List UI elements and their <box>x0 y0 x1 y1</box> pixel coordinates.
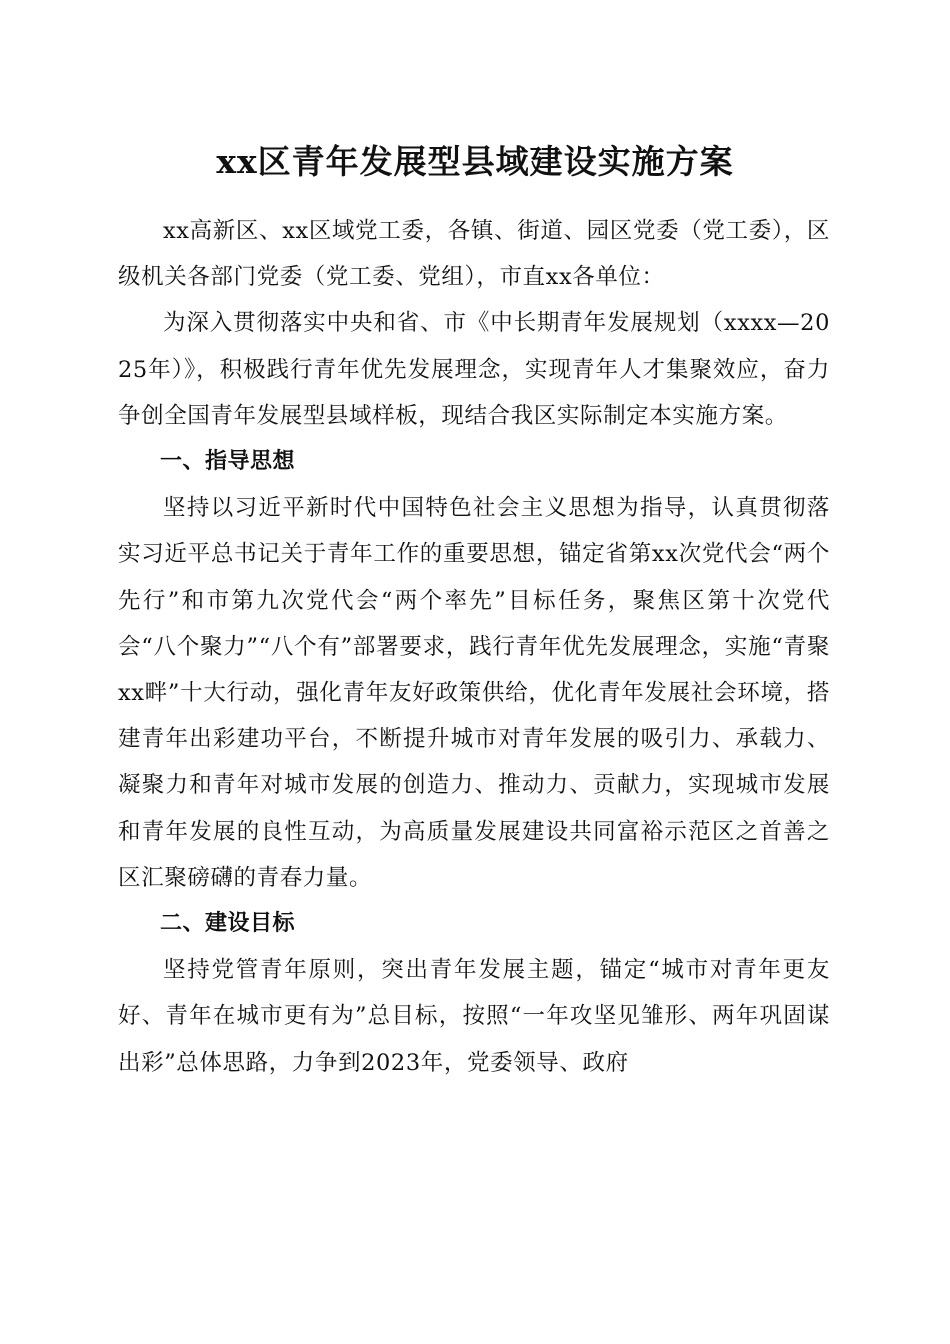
section-body-guiding-ideology: 坚持以习近平新时代中国特色社会主义思想为指导，认真贯彻落实习近平总书记关于青年工作的重要思想，锚定省第xx次党代会“两个先行”和市第九次党代会“两个率先”目标任务，聚焦区第十次党代会“八个聚力”“八个有”部署要求，践行青年优先发展理念，实施“青聚xx畔”十大行动，强化青年友好政策供给，优化青年发展社会环境，搭建青年出彩建功平台，不断提升城市对青年发展的吸引力、承载力、凝聚力和青年对城市发展的创造力、推动力、贡献力，实现城市发展和青年发展的良性互动，为高质量发展建设共同富裕示范区之首善之区汇聚磅礴的青春力量。 <box>118 495 830 891</box>
section-heading-guiding-ideology: 一、指导思想 <box>160 449 296 475</box>
section-body-construction-goals: 坚持党管青年原则，突出青年发展主题，锚定“城市对青年更友好、青年在城市更有为”总目标，按照“一年攻坚见雏形、两年巩固谋出彩”总体思路，力争到2023年，党委领导、政府 <box>118 957 830 1076</box>
section-heading-construction-goals: 二、建设目标 <box>160 911 296 937</box>
document-body <box>118 208 830 1086</box>
salutation-paragraph: xx高新区、xx区域党工委，各镇、街道、园区党委（党工委），区级机关各部门党委（党工委、党组），市直xx各单位： <box>118 218 830 291</box>
document-title: xx区青年发展型县域建设实施方案 <box>216 142 734 181</box>
intro-paragraph: 为深入贯彻落实中央和省、市《中长期青年发展规划（xxxx—2025年）》，积极践行青年优先发展理念，实现青年人才集聚效应，奋力争创全国青年发展型县域样板，现结合我区实际制定本实施方案。 <box>118 310 830 429</box>
